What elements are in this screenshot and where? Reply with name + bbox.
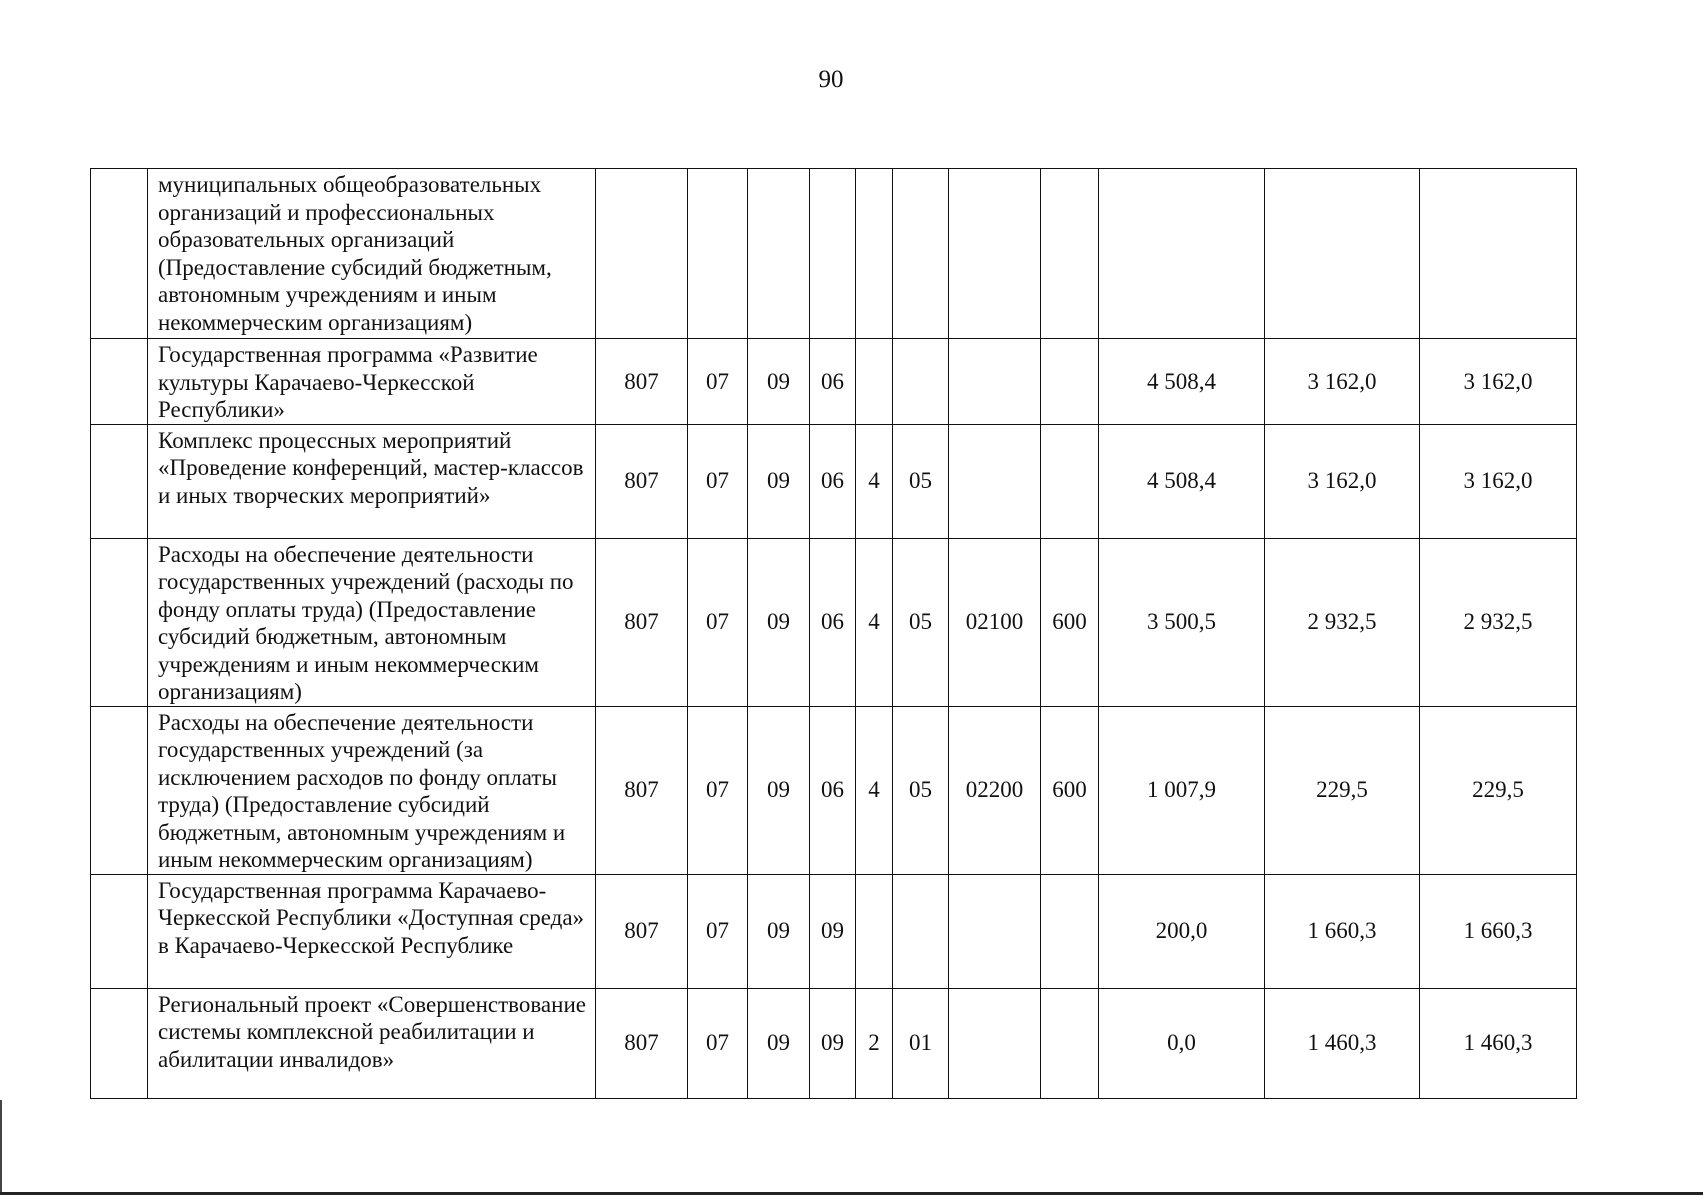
amount-year-1: 200,0: [1099, 874, 1265, 988]
code-program: 09: [810, 874, 856, 988]
code-expense-type: [1041, 424, 1099, 538]
row-index: [91, 988, 148, 1098]
amount-year-3: 229,5: [1420, 706, 1577, 874]
code-direction: [949, 424, 1041, 538]
code-expense-type: 600: [1041, 538, 1099, 706]
code-subsection: 09: [748, 424, 810, 538]
amount-year-3: 1 460,3: [1420, 988, 1577, 1098]
table-row: [91, 538, 1577, 706]
code-section: 07: [688, 538, 748, 706]
table-row: [91, 706, 1577, 874]
amount-year-2: 1 460,3: [1265, 988, 1420, 1098]
budget-table: [90, 168, 1577, 1099]
code-type: [856, 169, 893, 339]
code-subsection: 09: [748, 339, 810, 425]
code-direction: 02100: [949, 538, 1041, 706]
code-expense-type: [1041, 874, 1099, 988]
code-program: 06: [810, 538, 856, 706]
row-index: [91, 339, 148, 425]
code-direction: [949, 874, 1041, 988]
amount-year-3: 1 660,3: [1420, 874, 1577, 988]
row-description: Государственная программа Карачаево-Черкесской Республики «Доступная среда» в Карачаево-Черкесской Республике: [148, 874, 596, 988]
amount-year-3: 3 162,0: [1420, 424, 1577, 538]
amount-year-1: [1099, 169, 1265, 339]
code-type: [856, 339, 893, 425]
code-type: 4: [856, 424, 893, 538]
code-expense-type: [1041, 988, 1099, 1098]
code-subprogram: 05: [893, 538, 949, 706]
table-row: [91, 339, 1577, 425]
code-type: 4: [856, 706, 893, 874]
code-ved: 807: [596, 706, 688, 874]
code-type: 4: [856, 538, 893, 706]
code-program: 09: [810, 988, 856, 1098]
row-description: Комплекс процессных мероприятий «Проведение конференций, мастер-классов и иных творческих мероприятий»: [148, 424, 596, 538]
row-description: муниципальных общеобразовательных организаций и профессиональных образовательных организаций (Предоставление субсидий бюджетным, автономным учреждениям и иным некоммерческим организациям): [148, 169, 596, 339]
amount-year-2: 3 162,0: [1265, 424, 1420, 538]
code-direction: 02200: [949, 706, 1041, 874]
code-subprogram: [893, 339, 949, 425]
amount-year-1: 3 500,5: [1099, 538, 1265, 706]
code-subprogram: 01: [893, 988, 949, 1098]
scan-bottom-line: [0, 1192, 1703, 1195]
code-ved: 807: [596, 988, 688, 1098]
code-expense-type: [1041, 339, 1099, 425]
row-description: Региональный проект «Совершенствование системы комплексной реабилитации и абилитации инвалидов»: [148, 988, 596, 1098]
code-section: 07: [688, 339, 748, 425]
code-ved: 807: [596, 339, 688, 425]
code-ved: 807: [596, 424, 688, 538]
code-subsection: 09: [748, 988, 810, 1098]
row-index: [91, 874, 148, 988]
code-section: 07: [688, 424, 748, 538]
code-ved: 807: [596, 538, 688, 706]
table-row: [91, 424, 1577, 538]
code-section: 07: [688, 706, 748, 874]
amount-year-1: 1 007,9: [1099, 706, 1265, 874]
code-direction: [949, 339, 1041, 425]
row-index: [91, 706, 148, 874]
code-subsection: [748, 169, 810, 339]
amount-year-2: 3 162,0: [1265, 339, 1420, 425]
table-row: [91, 169, 1577, 339]
row-description: Расходы на обеспечение деятельности государственных учреждений (за исключением расходов по фонду оплаты труда) (Предоставление субсидий бюджетным, автономным учреждениям и иным некоммерческим организациям): [148, 706, 596, 874]
code-subprogram: [893, 874, 949, 988]
row-index: [91, 538, 148, 706]
code-subprogram: 05: [893, 424, 949, 538]
code-section: 07: [688, 874, 748, 988]
code-expense-type: [1041, 169, 1099, 339]
page-number: 90: [818, 66, 844, 93]
amount-year-2: 2 932,5: [1265, 538, 1420, 706]
amount-year-2: [1265, 169, 1420, 339]
code-program: 06: [810, 339, 856, 425]
code-direction: [949, 169, 1041, 339]
amount-year-3: [1420, 169, 1577, 339]
code-direction: [949, 988, 1041, 1098]
code-subprogram: [893, 169, 949, 339]
amount-year-3: 3 162,0: [1420, 339, 1577, 425]
code-type: 2: [856, 988, 893, 1098]
table-row: [91, 874, 1577, 988]
code-program: 06: [810, 706, 856, 874]
code-ved: 807: [596, 874, 688, 988]
row-index: [91, 424, 148, 538]
amount-year-3: 2 932,5: [1420, 538, 1577, 706]
amount-year-2: 229,5: [1265, 706, 1420, 874]
scan-edge: [0, 1100, 2, 1192]
code-subprogram: 05: [893, 706, 949, 874]
amount-year-1: 4 508,4: [1099, 424, 1265, 538]
table-body: [91, 169, 1577, 1099]
code-subsection: 09: [748, 874, 810, 988]
code-section: [688, 169, 748, 339]
row-description: Расходы на обеспечение деятельности государственных учреждений (расходы по фонду оплаты труда) (Предоставление субсидий бюджетным, автономным учреждениям и иным некоммерческим организациям): [148, 538, 596, 706]
code-program: [810, 169, 856, 339]
code-expense-type: 600: [1041, 706, 1099, 874]
code-subsection: 09: [748, 706, 810, 874]
code-ved: [596, 169, 688, 339]
code-program: 06: [810, 424, 856, 538]
table-row: [91, 988, 1577, 1098]
amount-year-2: 1 660,3: [1265, 874, 1420, 988]
row-index: [91, 169, 148, 339]
code-section: 07: [688, 988, 748, 1098]
code-subsection: 09: [748, 538, 810, 706]
amount-year-1: 0,0: [1099, 988, 1265, 1098]
code-type: [856, 874, 893, 988]
row-description: Государственная программа «Развитие культуры Карачаево-Черкесской Республики»: [148, 339, 596, 425]
amount-year-1: 4 508,4: [1099, 339, 1265, 425]
